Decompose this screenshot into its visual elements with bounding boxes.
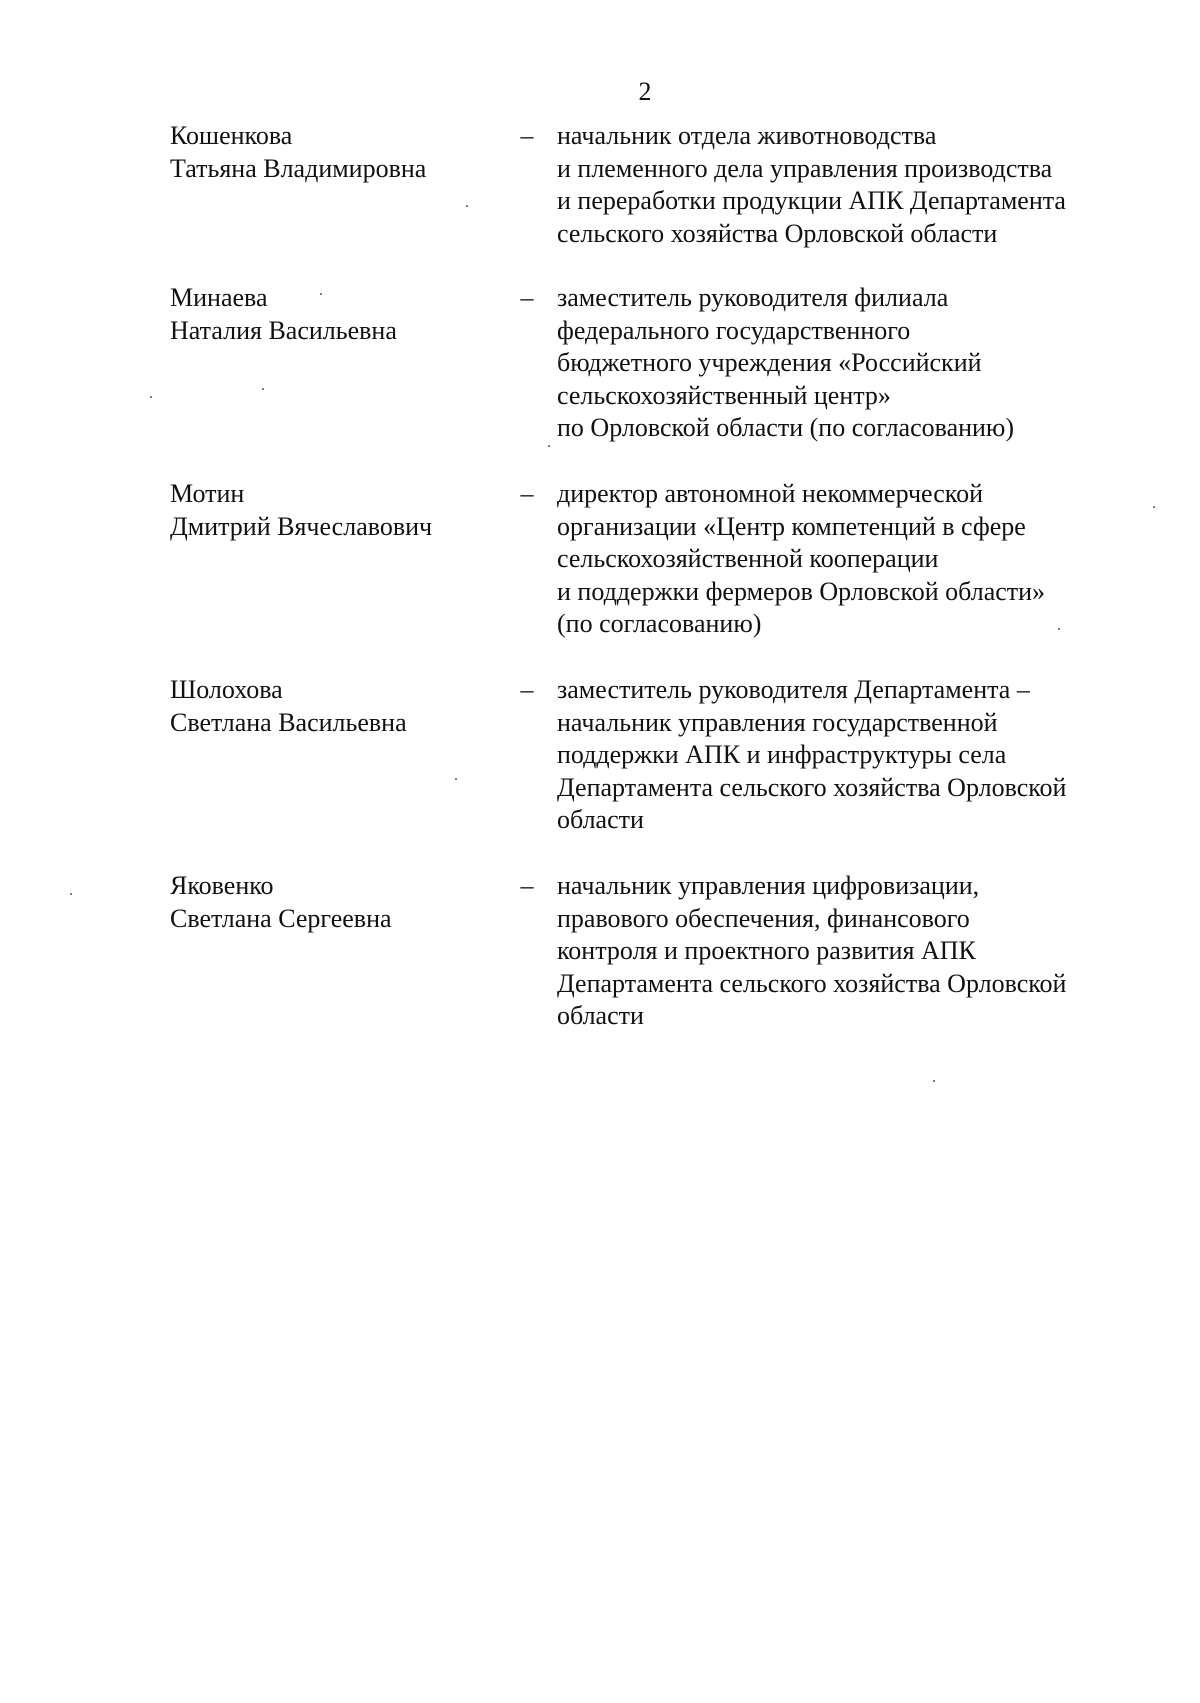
page-number: 2 (638, 77, 652, 106)
role-line: начальник управления цифровизации, (557, 871, 980, 900)
member-given-names: Дмитрий Вячеславович (170, 511, 433, 541)
role-line: по Орловской области (по согласованию) (557, 413, 1015, 442)
member-name (170, 282, 510, 347)
dash-separator: – (520, 871, 534, 900)
member-given-names: Светлана Сергеевна (170, 903, 392, 933)
scan-speck (262, 388, 264, 390)
scan-speck (548, 445, 550, 447)
role-line: заместитель руководителя Департамента – (557, 675, 1030, 704)
member-name (170, 870, 510, 935)
role-line: и переработки продукции АПК Департамента (557, 186, 1066, 215)
member-surname: Кошенкова (170, 121, 293, 150)
role-line: области (557, 1001, 644, 1030)
member-surname: Мотин (170, 479, 245, 508)
member-role (557, 870, 1157, 1033)
scan-speck (1058, 628, 1060, 630)
role-line: начальник управления государственной (557, 707, 998, 737)
role-line: и племенного дела управления производства (557, 153, 1053, 183)
scan-speck (455, 778, 457, 780)
role-line: организации «Центр компетенций в сфере (557, 511, 1026, 541)
dash-separator: – (520, 283, 534, 312)
member-surname: Яковенко (170, 871, 274, 900)
role-line: Департамента сельского хозяйства Орловской (557, 772, 1067, 802)
dash-separator: – (520, 675, 534, 704)
role-line: контроля и проектного развития АПК (557, 936, 976, 965)
scan-speck (1153, 506, 1155, 508)
member-given-names: Татьяна Владимировна (170, 153, 427, 183)
role-line: федерального государственного (557, 315, 911, 345)
scan-speck (320, 293, 322, 295)
role-line: директор автономной некоммерческой (557, 479, 983, 508)
member-role (557, 282, 1157, 445)
member-name (170, 120, 510, 185)
dash-separator: – (520, 479, 534, 508)
role-line: (по согласованию) (557, 609, 762, 638)
scan-speck (466, 205, 468, 207)
role-line: и поддержки фермеров Орловской области» (557, 576, 1046, 606)
member-given-names: Наталия Васильевна (170, 315, 397, 345)
dash-separator: – (520, 121, 534, 150)
member-role (557, 120, 1157, 250)
role-line: сельскохозяйственный центр» (557, 380, 891, 410)
scan-speck (70, 893, 72, 895)
member-surname: Минаева (170, 283, 268, 312)
role-line: области (557, 805, 644, 834)
member-surname: Шолохова (170, 675, 283, 704)
member-role (557, 674, 1157, 837)
role-line: Департамента сельского хозяйства Орловской (557, 968, 1067, 998)
role-line: правового обеспечения, финансового (557, 903, 970, 933)
member-name (170, 674, 510, 739)
role-line: начальник отдела животноводства (557, 121, 937, 150)
role-line: сельскохозяйственной кооперации (557, 544, 939, 573)
member-name (170, 478, 510, 543)
scan-speck (150, 396, 152, 398)
role-line: бюджетного учреждения «Российский (557, 348, 982, 377)
scan-speck (933, 1080, 935, 1082)
member-given-names: Светлана Васильевна (170, 707, 407, 737)
member-role (557, 478, 1157, 641)
role-line: сельского хозяйства Орловской области (557, 218, 998, 248)
role-line: поддержки АПК и инфраструктуры села (557, 740, 1007, 769)
role-line: заместитель руководителя филиала (557, 283, 949, 312)
